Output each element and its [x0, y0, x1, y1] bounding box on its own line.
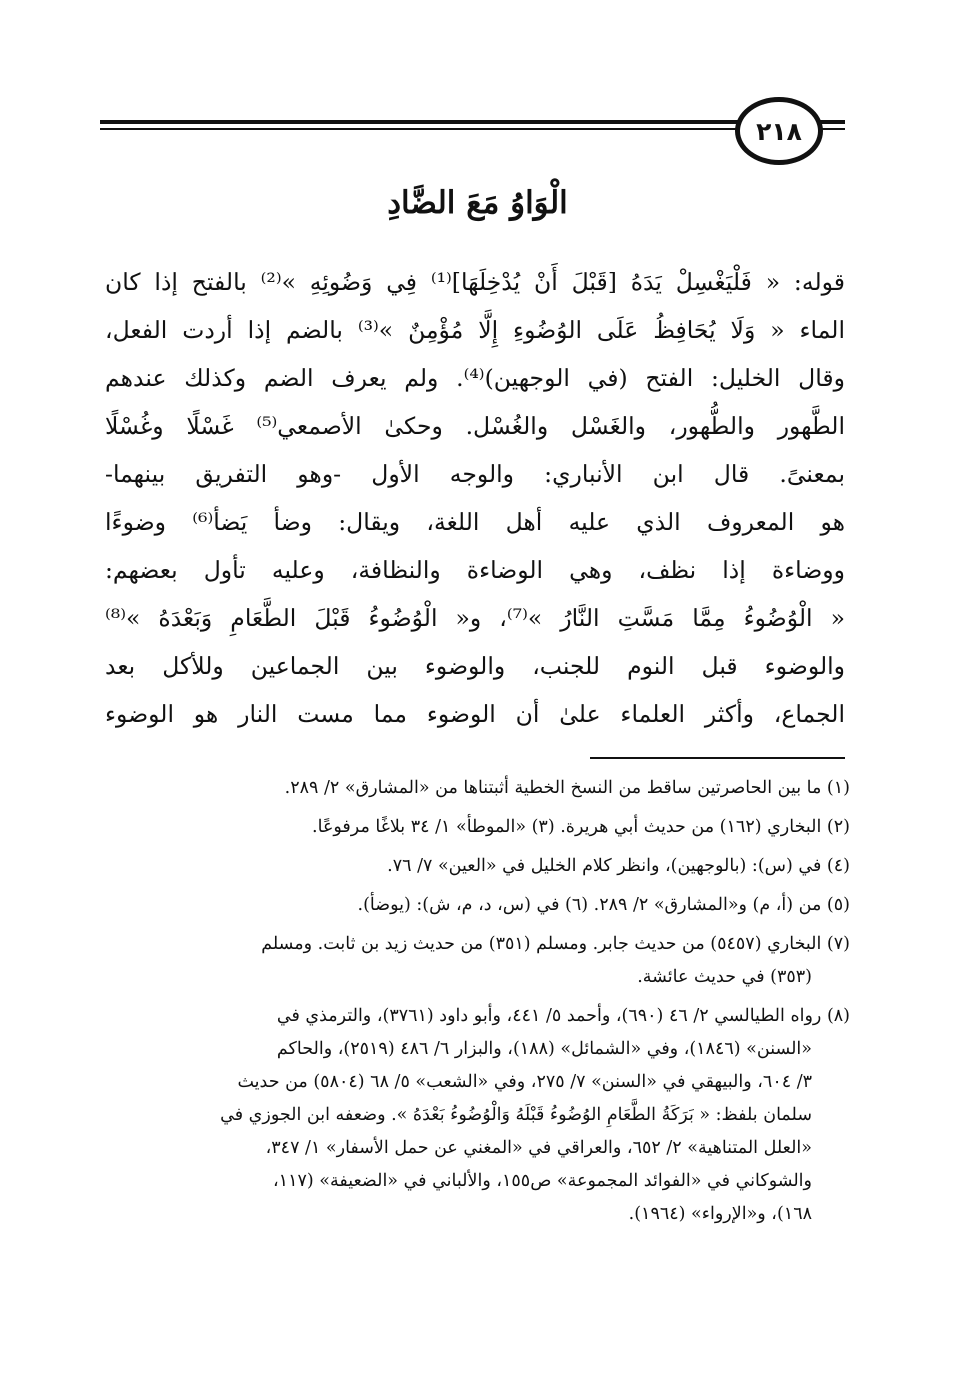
footnote-line: (٢) البخاري (١٦٢) من حديث أبي هريرة. (٣) «الموطأ» ١/ ٣٤ بلاغًا مرفوعًا.: [312, 817, 850, 837]
text-line: هو المعروف الذي عليه أهل اللغة، ويقال: وضأ يَضأ⁽⁶⁾ وضوءًا: [105, 508, 845, 536]
footnote-line: سلمان بلفظ: « بَرَكَةُ الطَّعَامِ الوُضُوءُ قَبْلَهُ وَالْوُضُوءُ بَعْدَهُ ». وضعفه ابن الجوزي في: [220, 1105, 812, 1125]
text-line: الماء « وَلَا يُحَافِظُ عَلَى الوُضُوءِ إِلَّا مُؤْمِنٌ »⁽³⁾ بالضم إذا أردت الفعل،: [105, 316, 845, 344]
text-line: « الْوُضُوءُ مِمَّا مَسَّتِ النَّارُ »⁽⁷⁾، و« الْوُضُوءُ قَبْلَ الطَّعَامِ وَبَعْدَهُ »⁽⁸⁾: [105, 604, 845, 632]
text-line: ووضاءة إذا نظف، وهي الوضاءة والنظافة، وعليه تأول بعضهم:: [105, 556, 845, 584]
footnote-line: «السنن» (١٨٤٦)، وفي «الشمائل» (١٨٨)، والبزار ٦/ ٤٨٦ (٢٥١٩)، والحاكم: [276, 1039, 812, 1059]
header-rule-bottom: [100, 128, 845, 130]
page-number: ٢١٨: [756, 116, 802, 146]
footnote-line: والشوكاني في «الفوائد المجموعة» ص١٥٥، والألباني في «الضعيفة» (١١٧،: [273, 1171, 812, 1191]
text-line: الجماع، وأكثر العلماء علىٰ أن الوضوء مما مست النار هو الوضوء: [105, 700, 845, 728]
text-line: وقال الخليل: الفتح (في الوجهين)⁽⁴⁾. ولم يعرف الضم وكذلك عندهم: [105, 364, 845, 392]
footnote-line: (٨) رواه الطيالسي ٢/ ٤٦ (٦٩٠)، وأحمد ٥/ ٤٤١، وأبو داود (٣٧٦١)، والترمذي في: [276, 1006, 850, 1026]
text-line: قوله: « فَلْيَغْسِلْ يَدَهُ [قَبْلَ أَنْ يُدْخِلَهَا]⁽¹⁾ فِي وَضُوئِهِ »⁽²⁾ بالفتح إذا كان: [105, 268, 845, 296]
header-rule-top: [100, 120, 845, 124]
text-line: بمعنىً. قال ابن الأنباري: والوجه الأول -وهو التفريق بينهما-: [105, 460, 845, 488]
footnote-line: ١٦٨)، و«الإرواء» (١٩٦٤).: [628, 1204, 812, 1224]
chapter-title: الْوَاوُ مَعَ الضَّادِ: [387, 185, 568, 221]
footnote-line: (٣٥٣) في حديث عائشة.: [637, 967, 812, 987]
footnote-line: (٥) من (أ، م) و«المشارق» ٢/ ٢٨٩. (٦) في (س، د، م، ش): (يوضأ).: [357, 895, 850, 915]
footnotes: [105, 772, 850, 1231]
page-number-badge: [735, 97, 823, 165]
footnote-line: (٤) في (س): (بالوجهين)، وانظر كلام الخليل في «العين» ٧/ ٧٦.: [387, 856, 850, 876]
text-line: الطَّهور والطُّهور، والغَسْل والغُسْل. وحكىٰ الأصمعي⁽⁵⁾ غَسْلًا وغُسْلًا: [105, 412, 845, 440]
footnote-line: «العلل المتناهية» ٢/ ٦٥٢، والعراقي في «المغني عن حمل الأسفار» ١/ ٣٤٧،: [265, 1138, 812, 1158]
footnote-separator: [590, 757, 845, 759]
footnote-line: ٣/ ٦٠٤، والبيهقي في «السنن» ٧/ ٢٧٥، وفي «الشعب» ٥/ ٦٨ (٥٨٠٤) من حديث: [237, 1072, 812, 1092]
footnote-line: (٧) البخاري (٥٤٥٧) من حديث جابر. ومسلم (٣٥١) من حديث زيد بن ثابت. ومسلم: [261, 934, 850, 954]
text-line: والوضوء قبل النوم للجنب، والوضوء بين الجماعين وللأكل بعد: [105, 652, 845, 680]
main-text: [105, 258, 845, 738]
footnote-line: (١) ما بين الحاصرتين ساقط من النسخ الخطية أثبتناها من «المشارق» ٢/ ٢٨٩.: [284, 778, 850, 798]
